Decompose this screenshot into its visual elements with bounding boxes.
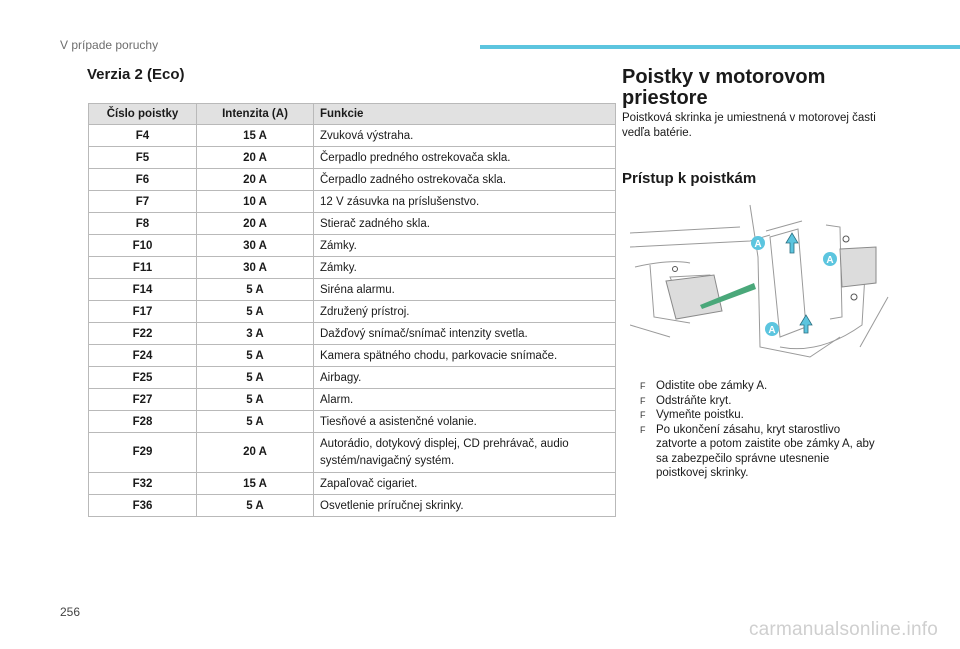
step-bullet-icon: F — [640, 395, 646, 406]
function-cell: Zámky. — [314, 235, 616, 257]
amperage-cell: 15 A — [197, 473, 314, 495]
amperage-cell: 30 A — [197, 235, 314, 257]
amperage-cell: 5 A — [197, 495, 314, 517]
fuse-number-cell: F22 — [89, 323, 197, 345]
amperage-cell: 3 A — [197, 323, 314, 345]
table-row — [89, 411, 616, 433]
fuse-number-cell: F32 — [89, 473, 197, 495]
svg-text:A: A — [768, 325, 776, 336]
fuse-table-body — [89, 125, 616, 517]
table-row — [89, 367, 616, 389]
step-item — [640, 394, 880, 409]
step-item — [640, 408, 880, 423]
svg-text:A: A — [754, 239, 762, 250]
fuse-table — [88, 103, 616, 517]
function-cell: Združený prístroj. — [314, 301, 616, 323]
fuse-number-cell: F7 — [89, 191, 197, 213]
fuse-number-cell: F24 — [89, 345, 197, 367]
table-row — [89, 257, 616, 279]
amperage-cell: 20 A — [197, 213, 314, 235]
function-cell: Airbagy. — [314, 367, 616, 389]
table-row — [89, 169, 616, 191]
fuse-number-cell: F5 — [89, 147, 197, 169]
fuse-number-cell: F28 — [89, 411, 197, 433]
fuse-number-cell: F29 — [89, 433, 197, 473]
release-arrows — [786, 233, 812, 333]
watermark: carmanualsonline.info — [748, 619, 938, 640]
fuse-number-cell: F8 — [89, 213, 197, 235]
step-bullet-icon: F — [640, 424, 646, 435]
function-cell: Čerpadlo zadného ostrekovača skla. — [314, 169, 616, 191]
function-cell: Alarm. — [314, 389, 616, 411]
amperage-cell: 5 A — [197, 279, 314, 301]
step-bullet-icon: F — [640, 410, 646, 420]
table-row — [89, 235, 616, 257]
fuse-access-subtitle: Prístup k poistkám — [622, 170, 757, 187]
function-cell: 12 V zásuvka na príslušenstvo. — [314, 191, 616, 213]
amperage-cell: 5 A — [197, 367, 314, 389]
callout-a-right — [823, 252, 837, 266]
function-cell: Osvetlenie príručnej skrinky. — [314, 495, 616, 517]
table-row — [89, 389, 616, 411]
running-header: V prípade poruchy — [60, 38, 159, 52]
amperage-cell: 5 A — [197, 411, 314, 433]
step-text: Odistite obe zámky A. — [656, 380, 768, 392]
fuse-cover-fill — [666, 247, 876, 319]
amperage-cell: 10 A — [197, 191, 314, 213]
fuse-number-cell: F10 — [89, 235, 197, 257]
column-header-functions: Funkcie — [314, 104, 616, 125]
table-row — [89, 213, 616, 235]
fuse-access-steps — [640, 379, 880, 481]
table-row — [89, 279, 616, 301]
step-item — [640, 423, 880, 481]
fuse-number-cell: F25 — [89, 367, 197, 389]
engine-fuses-title: Poistky v motorovom priestore — [622, 66, 826, 109]
table-row — [89, 147, 616, 169]
amperage-cell: 30 A — [197, 257, 314, 279]
fuse-number-cell: F6 — [89, 169, 197, 191]
fuse-number-cell: F17 — [89, 301, 197, 323]
function-cell: Dažďový snímač/snímač intenzity svetla. — [314, 323, 616, 345]
table-row — [89, 345, 616, 367]
table-row — [89, 323, 616, 345]
page-number: 256 — [60, 605, 81, 619]
step-text: Po ukončení zásahu, kryt starostlivo zatvorte a potom zaistite obe zámky A, aby sa zabezpečilo správne utesnenie poistkovej skrinky. — [656, 423, 875, 479]
callout-a-top — [751, 236, 765, 250]
step-item — [640, 379, 880, 394]
amperage-cell: 20 A — [197, 147, 314, 169]
table-row — [89, 473, 616, 495]
function-cell: Stierač zadného skla. — [314, 213, 616, 235]
table-row — [89, 433, 616, 473]
function-cell: Zapaľovač cigariet. — [314, 473, 616, 495]
fuse-box-illustration — [630, 197, 890, 367]
function-cell: Autorádio, dotykový displej, CD prehrávač, audio systém/navigačný systém. — [314, 433, 616, 473]
table-row — [89, 301, 616, 323]
amperage-cell: 20 A — [197, 169, 314, 191]
step-text: Vymeňte poistku. — [656, 409, 744, 421]
function-cell: Zámky. — [314, 257, 616, 279]
svg-text:A: A — [826, 255, 834, 266]
function-cell: Tiesňové a asistenčné volanie. — [314, 411, 616, 433]
engine-fuses-intro: Poistková skrinka je umiestnená v motorovej časti vedľa batérie. — [622, 112, 876, 139]
fuse-number-cell: F4 — [89, 125, 197, 147]
column-header-amperage: Intenzita (A) — [197, 104, 314, 125]
fuse-number-cell: F11 — [89, 257, 197, 279]
amperage-cell: 15 A — [197, 125, 314, 147]
section-title: Verzia 2 (Eco) — [87, 66, 185, 83]
table-row — [89, 495, 616, 517]
fuse-number-cell: F36 — [89, 495, 197, 517]
table-header-row — [89, 104, 616, 125]
table-row — [89, 125, 616, 147]
callout-a-bottom — [765, 322, 779, 336]
function-cell: Siréna alarmu. — [314, 279, 616, 301]
amperage-cell: 5 A — [197, 301, 314, 323]
column-header-fuse-number: Číslo poistky — [89, 104, 197, 125]
function-cell: Čerpadlo predného ostrekovača skla. — [314, 147, 616, 169]
function-cell: Kamera spätného chodu, parkovacie snímače. — [314, 345, 616, 367]
amperage-cell: 5 A — [197, 345, 314, 367]
table-row — [89, 191, 616, 213]
step-text: Odstráňte kryt. — [656, 394, 732, 407]
fuse-number-cell: F27 — [89, 389, 197, 411]
step-bullet-icon: F — [640, 381, 646, 391]
function-cell: Zvuková výstraha. — [314, 125, 616, 147]
header-accent-bar — [480, 45, 960, 49]
amperage-cell: 5 A — [197, 389, 314, 411]
amperage-cell: 20 A — [197, 433, 314, 473]
fuse-number-cell: F14 — [89, 279, 197, 301]
